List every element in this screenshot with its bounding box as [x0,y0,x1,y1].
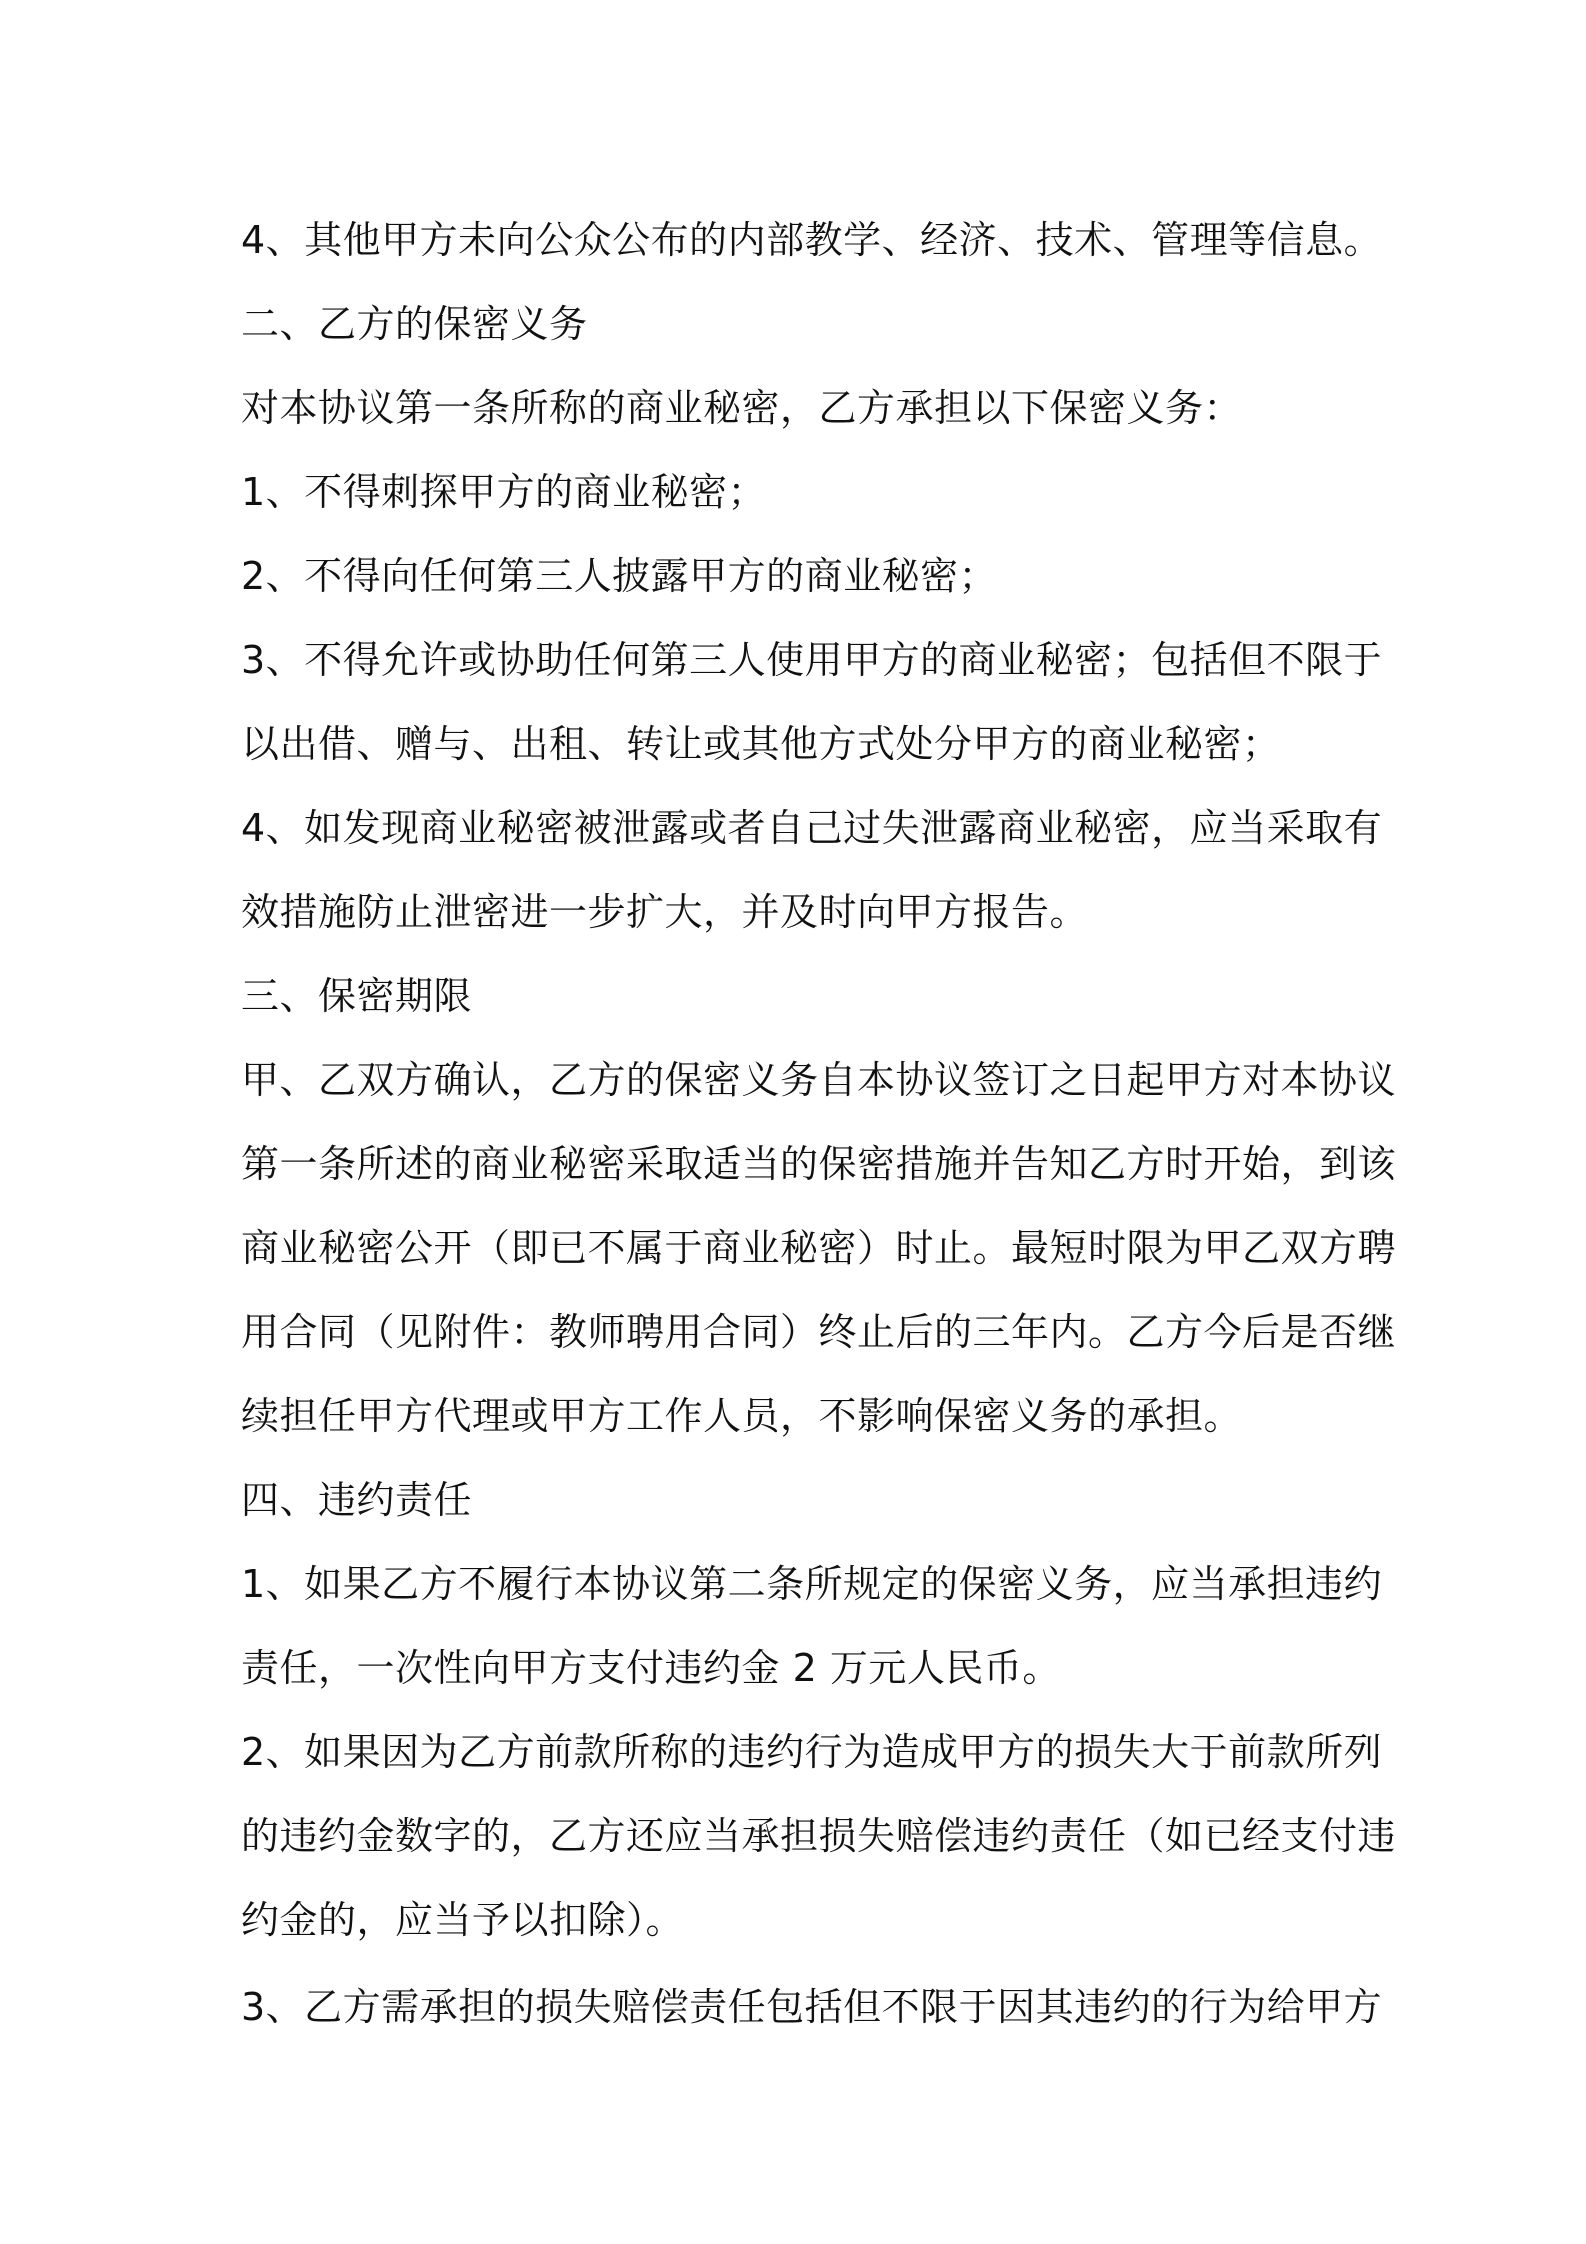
clause-line: 1、如果乙方不履行本协议第二条所规定的保密义务，应当承担违约 [241,1562,1383,1606]
clause-line: 2、不得向任何第三人披露甲方的商业秘密； [241,554,998,598]
section-heading: 四、违约责任 [241,1478,473,1522]
section-heading: 二、乙方的保密义务 [241,302,588,346]
clause-line: 用合同（见附件：教师聘用合同）终止后的三年内。乙方今后是否继 [241,1310,1397,1354]
document-body [241,198,1397,2049]
clause-line: 4、其他甲方未向公众公布的内部教学、经济、技术、管理等信息。 [241,218,1383,262]
clause-line: 的违约金数字的，乙方还应当承担损失赔偿违约责任（如已经支付违 [241,1814,1397,1858]
clause-line: 责任，一次性向甲方支付违约金 2 万元人民币。 [241,1646,1061,1690]
clause-line: 商业秘密公开（即已不属于商业秘密）时止。最短时限为甲乙双方聘 [241,1226,1397,1270]
clause-line: 3、乙方需承担的损失赔偿责任包括但不限于因其违约的行为给甲方 [241,1985,1383,2029]
clause-line: 以出借、赠与、出租、转让或其他方式处分甲方的商业秘密； [241,722,1281,766]
clause-line: 对本协议第一条所称的商业秘密，乙方承担以下保密义务： [241,386,1243,430]
clause-line: 甲、乙双方确认，乙方的保密义务自本协议签订之日起甲方对本协议 [241,1058,1397,1102]
section-heading: 三、保密期限 [241,974,473,1018]
clause-line: 3、不得允许或协助任何第三人使用甲方的商业秘密；包括但不限于 [241,638,1383,682]
clause-line: 2、如果因为乙方前款所称的违约行为造成甲方的损失大于前款所列 [241,1730,1383,1774]
clause-line: 效措施防止泄密进一步扩大，并及时向甲方报告。 [241,890,1089,934]
clause-line: 4、如发现商业秘密被泄露或者自己过失泄露商业秘密，应当采取有 [241,806,1383,850]
clause-line: 1、不得刺探甲方的商业秘密； [241,470,767,514]
clause-line: 第一条所述的商业秘密采取适当的保密措施并告知乙方时开始，到该 [241,1142,1397,1186]
clause-line: 约金的，应当予以扣除）。 [241,1898,685,1942]
clause-line: 续担任甲方代理或甲方工作人员，不影响保密义务的承担。 [241,1394,1243,1438]
